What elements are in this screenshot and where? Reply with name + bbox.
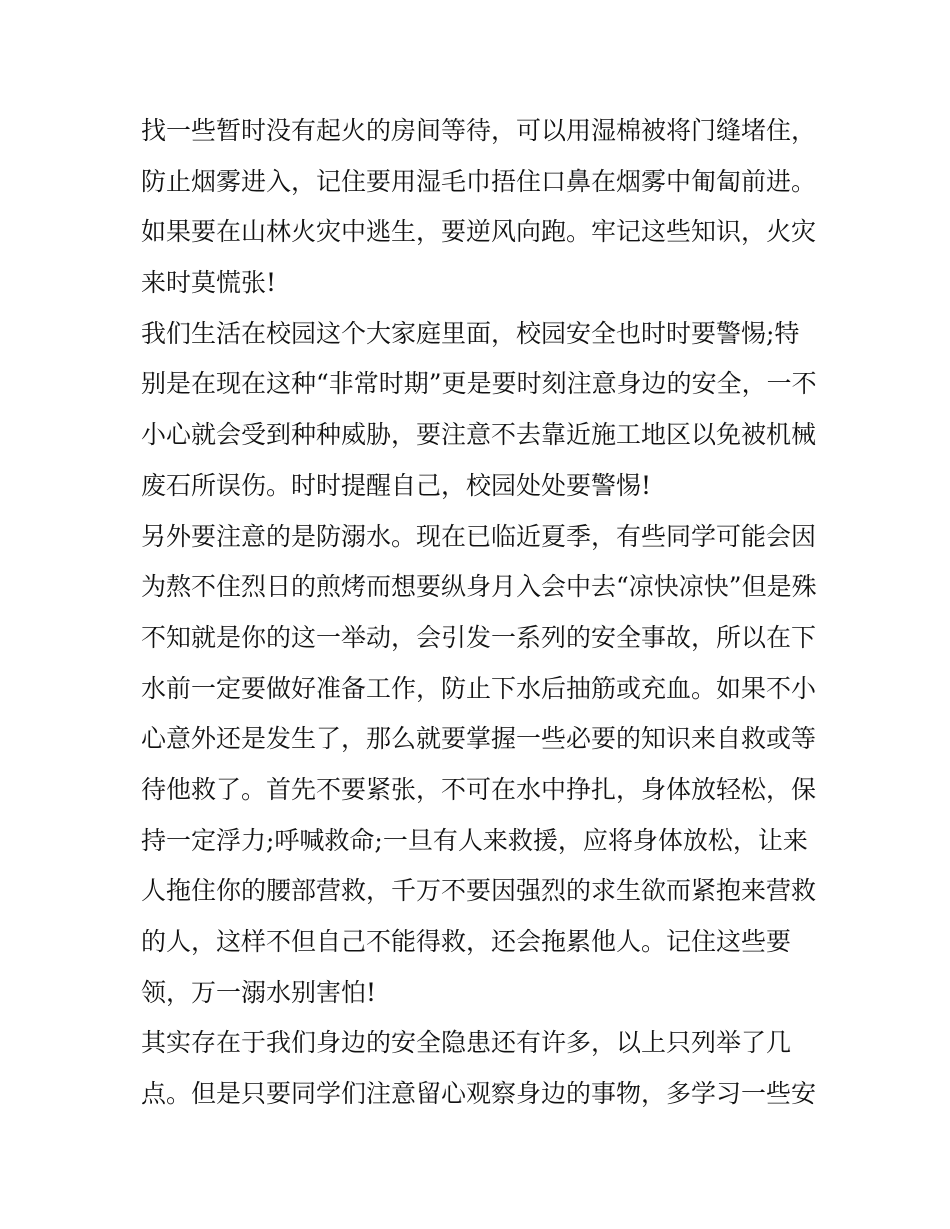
text-line: 持一定浮力;呼喊救命;一旦有人来救援，应将身体放松，让来	[141, 825, 808, 855]
text-line: 点。但是只要同学们注意留心观察身边的事物，多学习一些安	[141, 1079, 817, 1109]
text-line: 待他救了。首先不要紧张，不可在水中挣扎，身体放轻松，保	[141, 774, 817, 804]
text-line: 水前一定要做好准备工作，防止下水后抽筋或充血。如果不小	[141, 673, 817, 703]
text-line: 如果要在山林火灾中逃生，要逆风向跑。牢记这些知识，火灾	[141, 217, 817, 247]
text-line: 的人，这样不但自己不能得救，还会拖累他人。记住这些要	[141, 927, 792, 956]
text-line: 来时莫慌张!	[141, 268, 277, 298]
text-line: 找一些暂时没有起火的房间等待，可以用湿棉被将门缝堵住，	[141, 116, 817, 145]
text-line: 不知就是你的这一举动，会引发一系列的安全事故，所以在下	[141, 622, 817, 652]
text-line: 别是在现在这种“非常时期”更是要时刻注意身边的安全，一不	[141, 369, 817, 399]
text-line: 我们生活在校园这个大家庭里面，校园安全也时时要警惕;特	[141, 318, 800, 348]
text-line: 为熬不住烈日的煎烤而想要纵身月入会中去“凉快凉快”但是殊	[141, 572, 817, 602]
text-line: 防止烟雾进入，记住要用湿毛巾捂住口鼻在烟雾中匍匐前进。	[141, 166, 817, 196]
text-line: 另外要注意的是防溺水。现在已临近夏季，有些同学可能会因	[141, 521, 817, 551]
text-line: 其实存在于我们身边的安全隐患还有许多，以上只列举了几	[141, 1028, 792, 1058]
document-body	[141, 106, 821, 1120]
text-line: 废石所误伤。时时提醒自己，校园处处要警惕!	[141, 470, 652, 500]
text-line: 领，万一溺水别害怕!	[141, 977, 377, 1007]
text-line: 人拖住你的腰部营救，千万不要因强烈的求生欲而紧抱来营救	[141, 876, 817, 906]
text-line: 小心就会受到种种威胁，要注意不去靠近施工地区以免被机械	[141, 420, 817, 450]
text-line: 心意外还是发生了，那么就要掌握一些必要的知识来自救或等	[141, 724, 817, 754]
